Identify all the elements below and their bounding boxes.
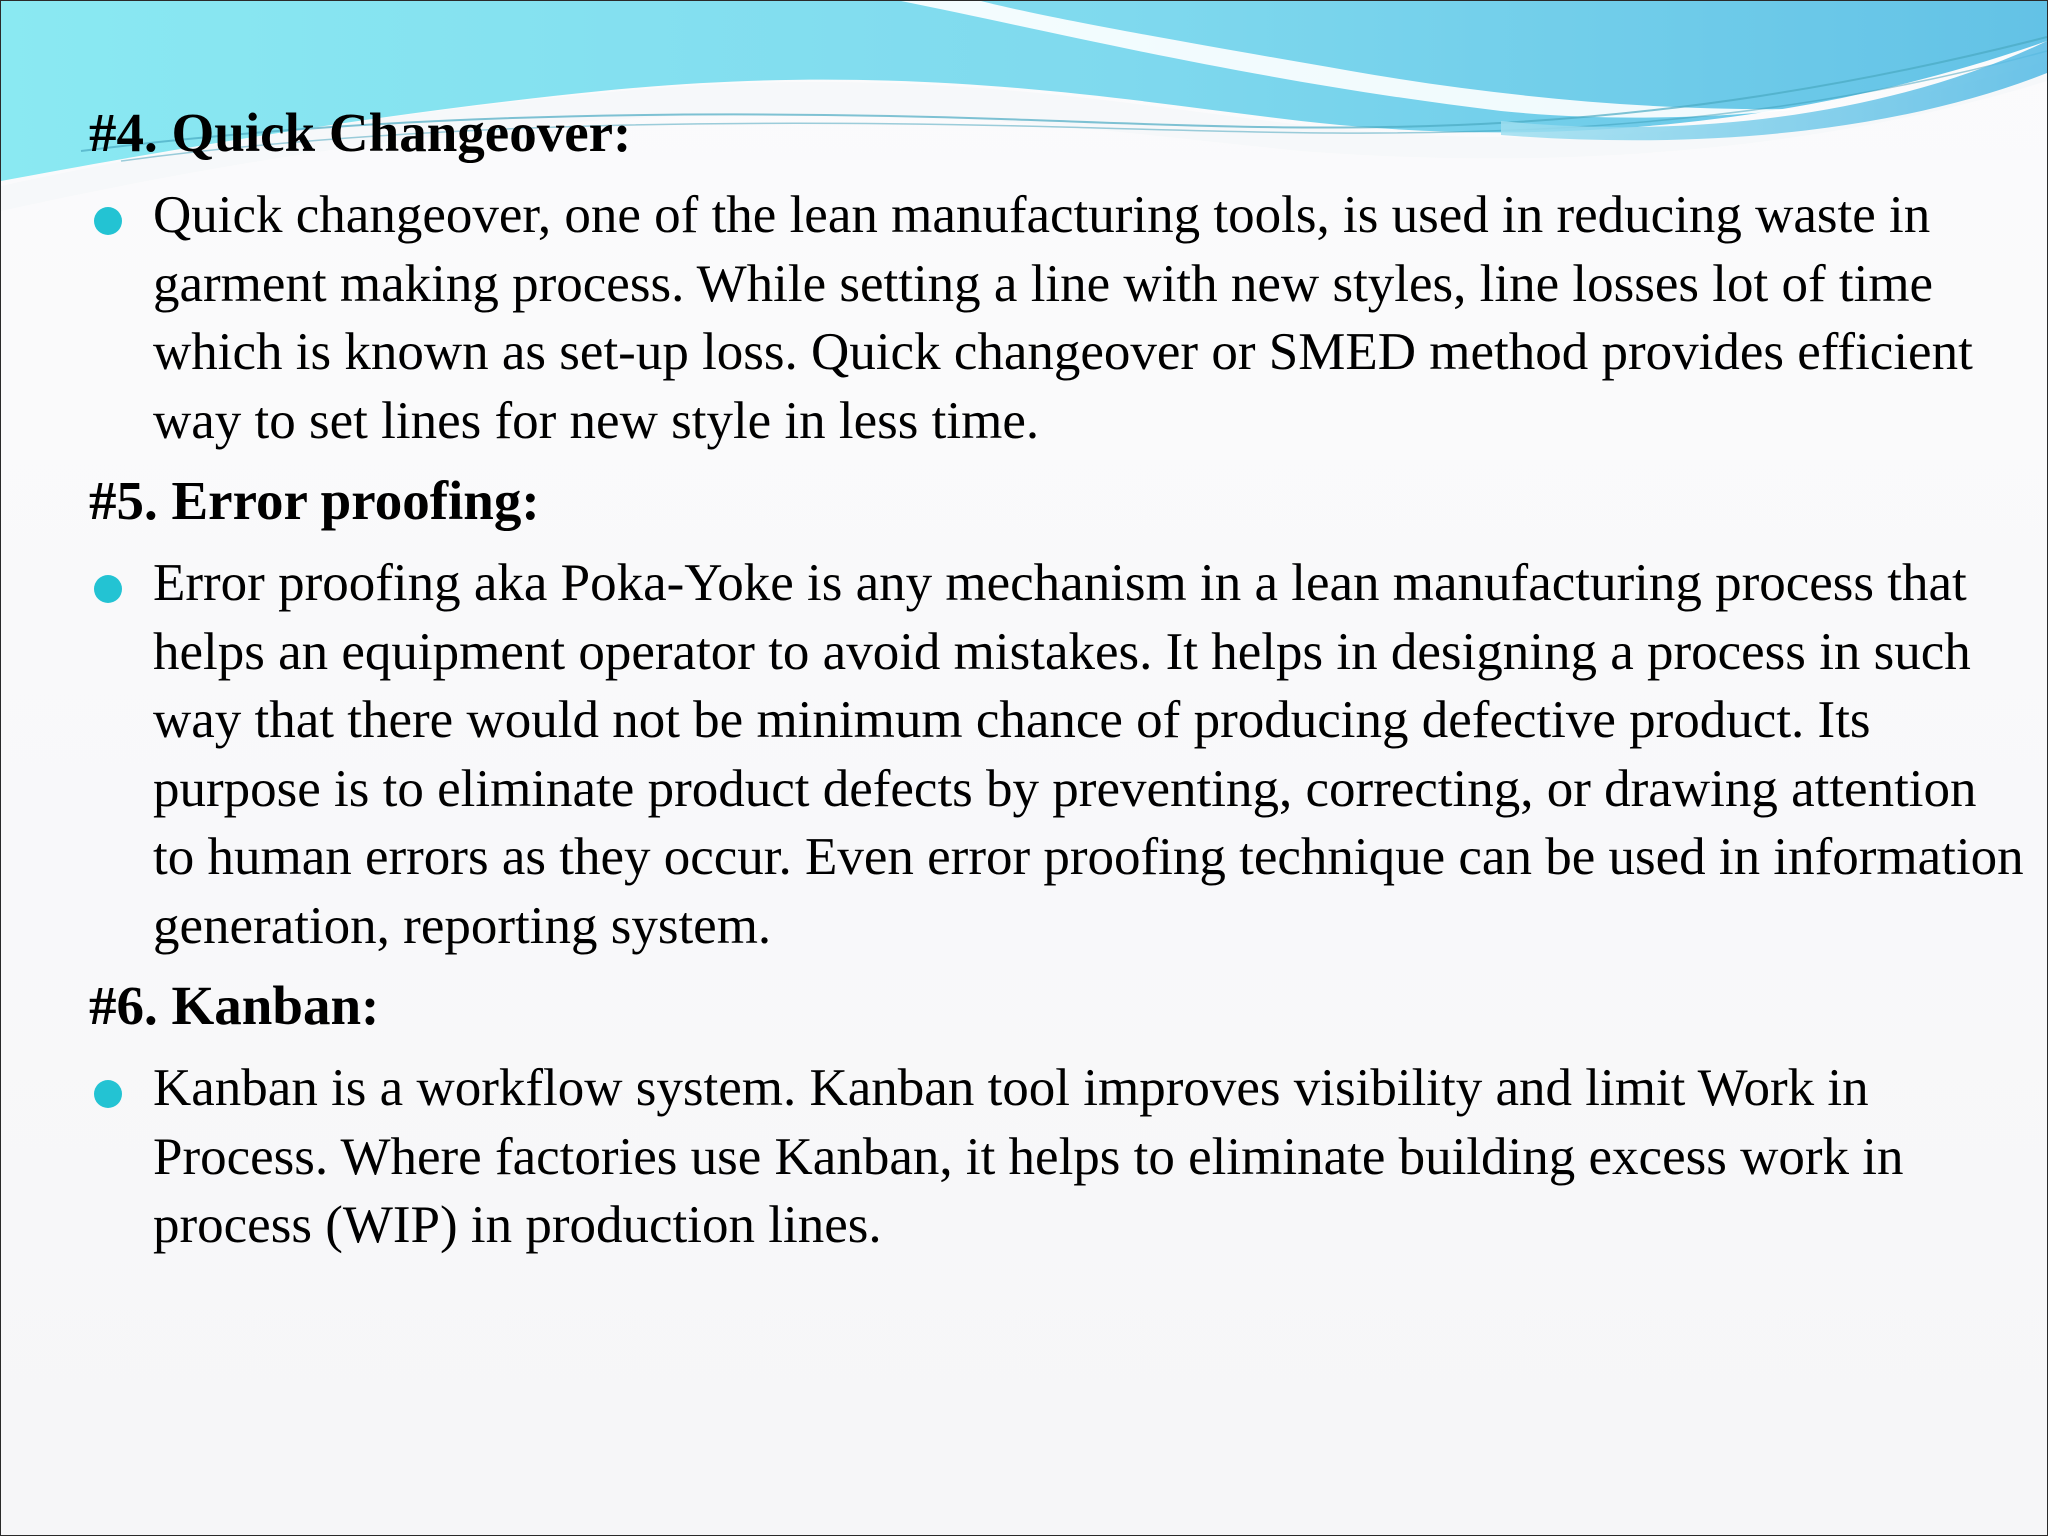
bullet-dot-icon: [94, 575, 122, 603]
bullet-dot-icon: [94, 207, 122, 235]
bullet-item-kanban: [89, 1054, 2029, 1260]
content-area: [89, 99, 2029, 1272]
section-heading-error-proofing: #5. Error proofing:: [89, 470, 540, 531]
bullet-dot-icon: [94, 1080, 122, 1108]
section-heading-kanban: #6. Kanban:: [89, 975, 380, 1036]
bullet-text: Kanban is a workflow system. Kanban tool improves visibility and limit Work in Process. Where factories use Kanban, it helps to eliminate building excess work in process (WIP) in production lines.: [153, 1059, 1904, 1254]
section-heading-quick-changeover: #4. Quick Changeover:: [89, 102, 632, 163]
bullet-item-error-proofing: [89, 549, 2029, 960]
bullet-text: Error proofing aka Poka-Yoke is any mechanism in a lean manufacturing process that helps an equipment operator to avoid mistakes. It helps in designing a process in such way that there would not be minimum chance of producing defective product. Its purpose is to eliminate product defects by preventing, correcting, or drawing attention to human errors as they occur. Even error proofing technique can be used in information generation, reporting system.: [153, 554, 2024, 955]
bullet-text: Quick changeover, one of the lean manufacturing tools, is used in reducing waste in garment making process. While setting a line with new styles, line losses lot of time which is known as set-up loss. Quick changeover or SMED method provides efficient way to set lines for new style in less time.: [153, 186, 1973, 450]
bullet-item-quick-changeover: [89, 181, 2029, 455]
